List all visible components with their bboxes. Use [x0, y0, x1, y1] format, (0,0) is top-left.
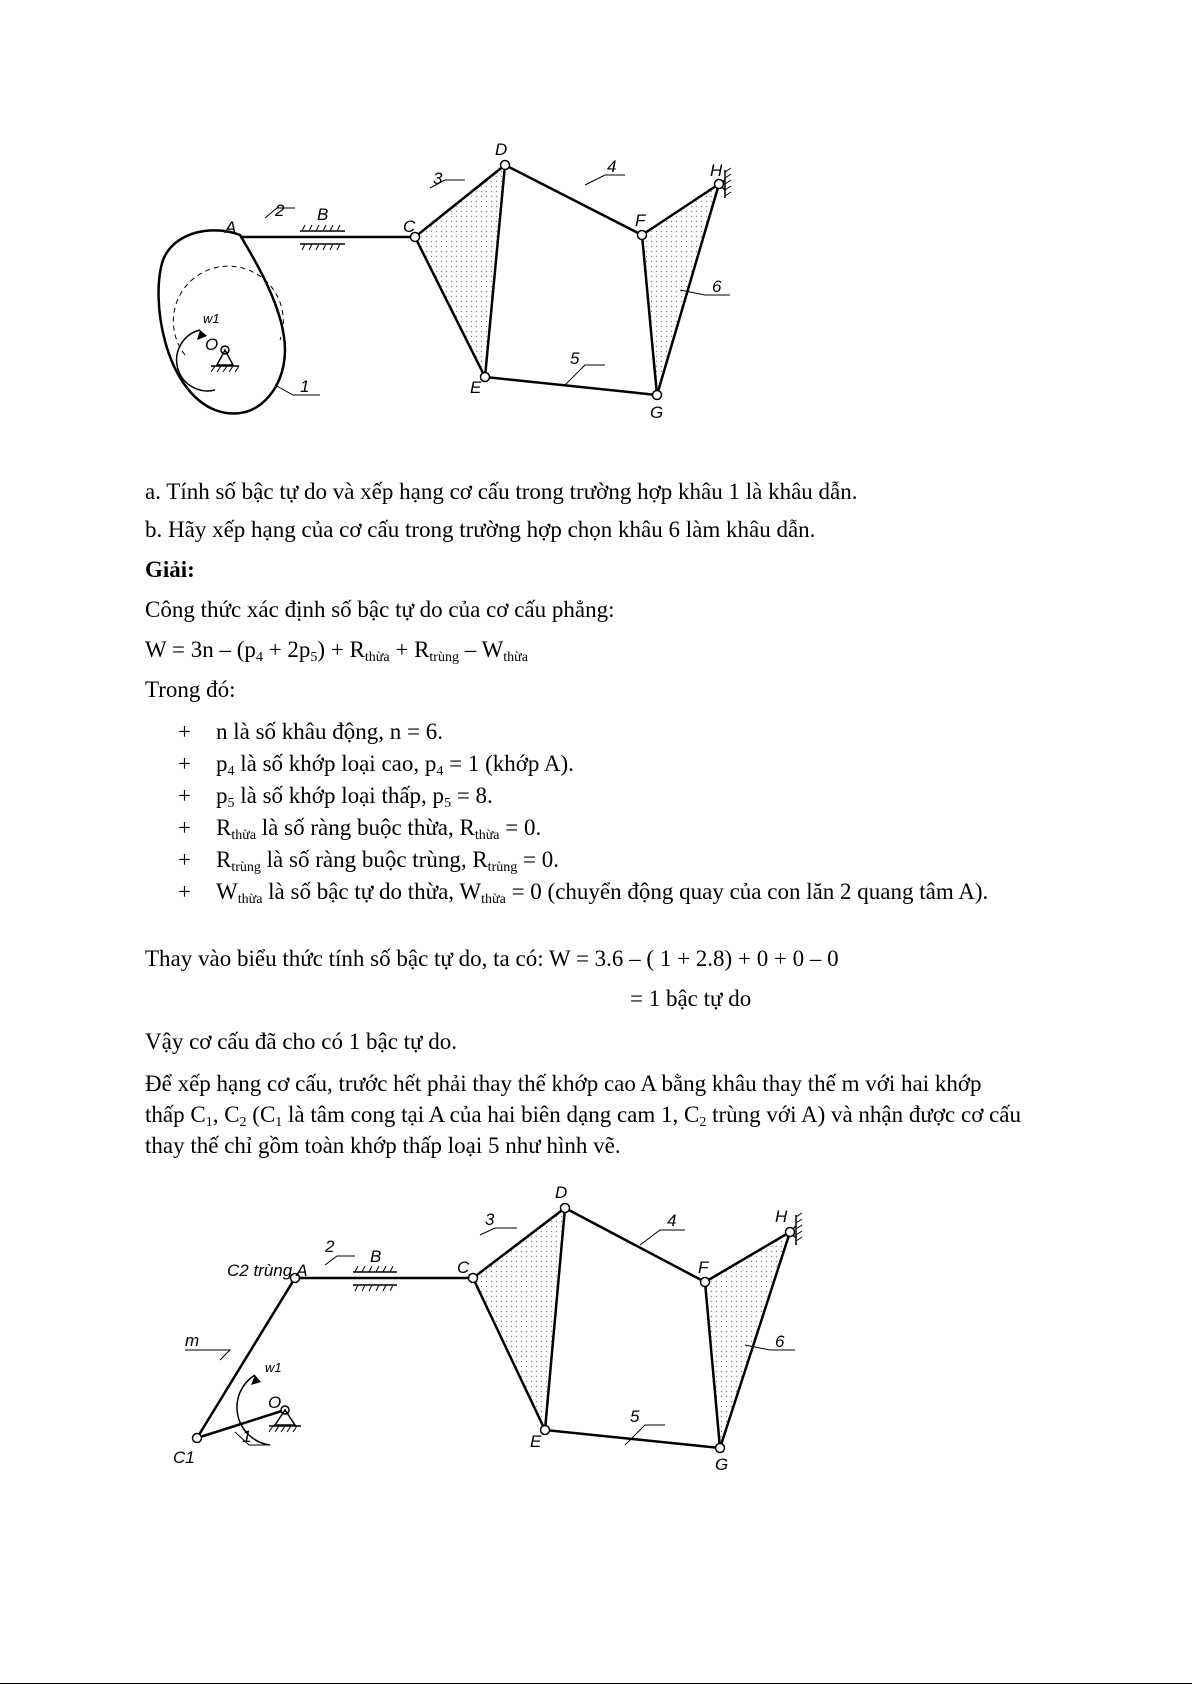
conclusion: Vậy cơ cấu đã cho có 1 bậc tự do. — [145, 1029, 458, 1054]
label-o: O — [268, 1393, 282, 1412]
formula-intro: Công thức xác định số bậc tự do của cơ cấu phẳng: — [145, 597, 615, 622]
link-3 — [473, 1208, 565, 1430]
list-item: + $R_{trùng}$ là số ràng buộc trùng, $R_{trùng} = 0$. — [178, 847, 559, 875]
label-f: F — [698, 1258, 709, 1277]
label-link-5: 5 — [570, 349, 580, 368]
figure-cam-mechanism — [145, 140, 905, 460]
page-bottom-rule — [0, 1683, 1192, 1684]
solution-heading: Giải: — [145, 557, 195, 582]
label-c: C — [403, 217, 416, 236]
link-4 — [565, 1208, 705, 1282]
label-b: B — [317, 205, 329, 224]
label-m: m — [185, 1331, 200, 1350]
label-f: F — [635, 211, 646, 230]
label-e: E — [470, 378, 482, 397]
figure-substitute-mechanism — [145, 1160, 905, 1500]
replacement-paragraph: Để xếp hạng cơ cấu, trước hết phải thay thế khớp cao A bằng khâu thay thế m với hai khớp thấp $C_1$, $C_2$ ($C_1$ là tâm cong tại A của hai biên dạng cam 1, $C_2$ trùng với A) và nhận được cơ cấu thay thế chỉ gồm toàn khớp thấp loại 5 như hình vẽ. — [145, 1071, 1022, 1158]
label-link-3: 3 — [485, 1210, 495, 1229]
label-h: H — [775, 1207, 788, 1226]
label-g: G — [715, 1455, 729, 1474]
label-d: D — [555, 1183, 568, 1202]
list-item: + $R_{thừa}$ là số ràng buộc thừa, $R_{thừa} = 0$. — [178, 815, 542, 843]
label-link-2: 2 — [275, 201, 285, 220]
link-5 — [545, 1430, 720, 1448]
label-a: A — [225, 218, 237, 237]
label-w1: w1 — [203, 311, 220, 326]
substitute-line-2: = 1 bậc tự do — [630, 986, 752, 1011]
label-link-1: 1 — [242, 1427, 252, 1446]
label-link-2: 2 — [325, 1237, 335, 1256]
cam-base-circle — [173, 266, 283, 355]
label-c1: C1 — [173, 1448, 195, 1467]
link-6 — [642, 184, 719, 395]
label-link-3: 3 — [433, 169, 443, 188]
where-label: Trong đó: — [145, 677, 236, 702]
list-item: + $p_5$ là số khớp loại thấp, $p_5 = 8$. — [178, 783, 493, 811]
link-3 — [415, 165, 505, 377]
link-m — [197, 1278, 295, 1438]
label-d: D — [495, 140, 508, 159]
label-w1: w1 — [265, 1360, 282, 1375]
label-link-1: 1 — [300, 377, 310, 396]
formula: $W = 3n - (p_4 + 2p_5) + R_{thừa} + R_{trùng} - W_{thừa}$ — [145, 637, 528, 665]
label-link-5: 5 — [630, 1407, 640, 1426]
label-h: H — [710, 161, 723, 180]
label-link-6: 6 — [712, 277, 722, 296]
label-o: O — [205, 335, 219, 354]
label-link-6: 6 — [775, 1332, 785, 1351]
list-item: + $W_{thừa}$ là số bậc tự do thừa, $W_{thừa} = 0$ (chuyển động quay của con lăn 2 quang tâm A). — [178, 879, 989, 907]
label-link-4: 4 — [607, 157, 617, 176]
label-c2-a: C2 trùng A — [227, 1261, 308, 1280]
question-a: a. Tính số bậc tự do và xếp hạng cơ cấu trong trường hợp khâu 1 là khâu dẫn. — [145, 479, 858, 504]
substitute-line-1: Thay vào biểu thức tính số bậc tự do, ta có: W = 3.6 – ( 1 + 2.8) + 0 + 0 – 0 — [145, 946, 839, 971]
label-e: E — [530, 1432, 542, 1451]
list-item: + $p_4$ là số khớp loại cao, $p_4 = 1$ (khớp A). — [178, 751, 574, 779]
question-b: b. Hãy xếp hạng của cơ cấu trong trường hợp chọn khâu 6 làm khâu dẫn. — [145, 517, 816, 542]
label-b: B — [370, 1247, 382, 1266]
label-link-4: 4 — [667, 1211, 677, 1230]
label-g: G — [650, 403, 664, 422]
label-c: C — [457, 1258, 470, 1277]
list-item: + n là số khâu động, n = 6. — [178, 719, 443, 744]
cam-profile — [159, 230, 285, 413]
